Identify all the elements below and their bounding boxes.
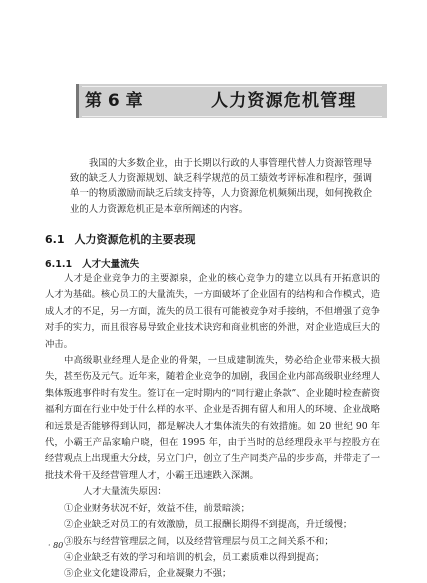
subsection-number: 6.1.1 — [45, 259, 73, 270]
list-item: ②企业缺乏对员工的有效激励，员工报酬长期得不到提高，升迁缓慢； — [64, 519, 353, 531]
chapter-header-top-rule — [82, 86, 382, 87]
causes-title: 人才大量流失原因： — [83, 486, 167, 498]
subsection-heading — [45, 258, 139, 272]
paragraph: 中高级职业经理人是企业的骨架，一旦成建制流失，势必给企业带来极大损失，甚至伤及元气。近年来，随着企业竞争的加剧，我国企业内部高级职业经理人集体叛逃事件时有发生。签订在一定时期内的“同行避止条款”、企业随时检查薪资福利方面在行业中处于什么样的水平、企业是否拥有留人和用人的环境、企业战略和远景是否能够得到认同，都是解决人才集体流失的有效措施。如 20 世纪 90 年代，小霸王产品家喻户晓，但在 1995 年，由于当时的总经理段永平与控股方在经营观点上出现重大分歧，另立门户，创立了生产同类产品的步步高，并带走了一批技术骨干及经营管理人才，小霸王迅速跌入深渊。 — [45, 355, 380, 481]
list-item: ④企业缺乏有效的学习和培训的机会，员工素质难以得到提高； — [64, 551, 325, 563]
list-item: ①企业财务状况不好，效益不佳，前景暗淡； — [64, 502, 250, 514]
chapter-abstract: 我国的大多数企业，由于长期以行政的人事管理代替人力资源管理导致的缺乏人力资源规划、缺乏科学规范的员工绩效考评标准和程序，强调单一的物质激励而缺乏后续支持等，人力资源危机频频出现，如何挽救企业的人力资源危机正是本章所阐述的内容。 — [70, 158, 372, 215]
chapter-header-bottom-rule — [82, 116, 382, 117]
chapter-number: 第 6 章 — [85, 91, 143, 111]
list-item: ③股东与经营管理层之间，以及经营管理层与员工之间关系不和； — [64, 535, 334, 547]
chapter-header-band-edge — [76, 84, 79, 118]
subsection-title: 人才大量流失 — [82, 259, 140, 270]
paragraph: 人才是企业竞争力的主要源泉，企业的核心竞争力的建立以具有开拓意识的人才为基础。核心员工的大量流失，一方面破坏了企业固有的结构和合作模式，造成人才的不足，另一方面，流失的员工很有可能被竞争对手接纳，不但增强了竞争对手的实力，而且很容易导致企业技术诀窍和商业机密的外泄，对企业造成巨大的冲击。 — [45, 273, 380, 350]
section-heading — [45, 232, 196, 248]
page-number: · 80 · — [48, 541, 69, 550]
body-text — [45, 271, 380, 583]
chapter-title: 人力资源危机管理 — [211, 91, 357, 111]
section-number: 6.1 — [45, 233, 65, 246]
section-title: 人力资源危机的主要表现 — [74, 233, 196, 246]
causes-list — [45, 501, 380, 583]
list-item: ⑤企业文化建设滞后，企业凝聚力不强； — [64, 568, 232, 580]
